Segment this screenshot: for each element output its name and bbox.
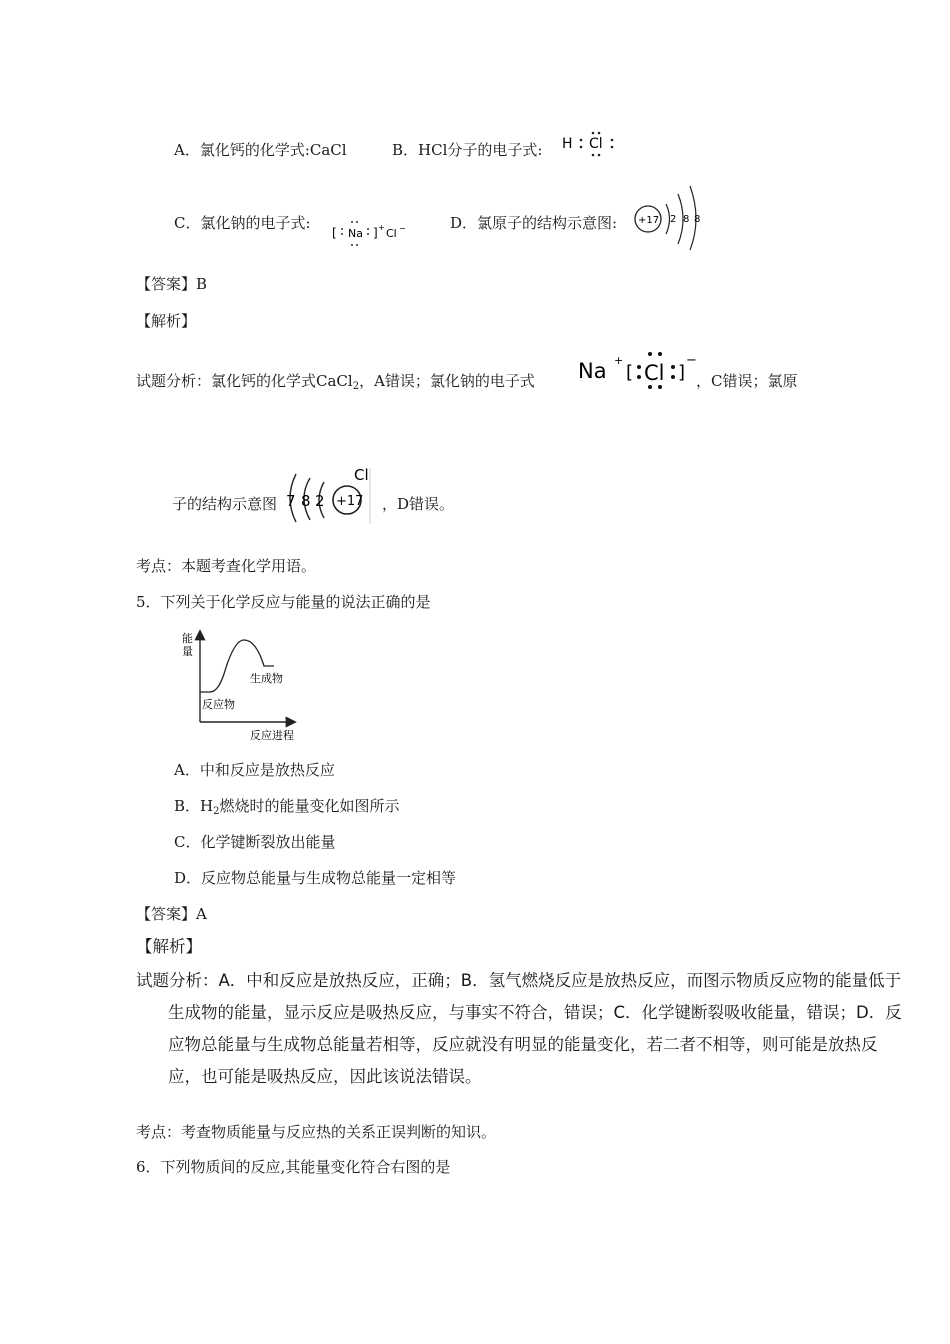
- q5-analysis-line: 应，也可能是吸热反应，因此该说法错误。: [168, 1067, 482, 1086]
- svg-text:]: ]: [373, 226, 378, 240]
- q5-option-a: A．中和反应是放热反应: [174, 761, 335, 779]
- reactant-label: 反应物: [202, 698, 235, 711]
- q5-option-d: D．反应物总能量与生成物总能量一定相等: [174, 869, 457, 887]
- q5-analysis-line: 应物总能量与生成物总能量若相等，反应就没有明显的能量变化，若二者不相等，则可能是放热反: [168, 1035, 878, 1054]
- q5-analysis-heading: 【解析】: [136, 937, 202, 956]
- na-symbol: Na: [348, 227, 363, 240]
- chlorine-atom-structure-image-wrong: [632, 182, 704, 252]
- nucleus-charge: +17: [336, 494, 364, 509]
- q4-analysis-line-1: 试题分析：氯化钙的化学式CaCl$_2$，A错误；氯化钠的电子式: [136, 372, 535, 392]
- q4-option-a: A．氯化钙的化学式:CaCl: [174, 141, 347, 159]
- cl-symbol: Cl: [589, 136, 603, 152]
- nacl-electron-formula-image: [576, 350, 697, 392]
- q5-analysis-line: 生成物的能量，显示反应是吸热反应，与事实不符合，错误；C．化学键断裂吸收能量，错误；D．反: [168, 1003, 902, 1022]
- q4-analysis-line-2-end: ，D错误。: [382, 495, 455, 513]
- cl-symbol: Cl: [386, 227, 397, 240]
- q4-option-d: D．氯原子的结构示意图:: [450, 214, 618, 232]
- svg-text:−: −: [686, 353, 697, 368]
- q4-analysis-heading: 【解析】: [136, 312, 197, 330]
- q6-stem: 6．下列物质间的反应,其能量变化符合右图的是: [136, 1158, 451, 1176]
- svg-text:[: [: [332, 226, 337, 240]
- svg-text:[: [: [626, 362, 634, 383]
- y-axis-label: 能量: [182, 632, 193, 658]
- shell-3-count: 8: [694, 214, 701, 225]
- cl-label: Cl: [354, 466, 369, 484]
- q4-answer: 【答案】B: [136, 275, 208, 293]
- q4-option-b: B．HCl分子的电子式:: [392, 141, 543, 159]
- svg-text:+: +: [614, 354, 624, 367]
- q5-answer: 【答案】A: [136, 905, 207, 923]
- chlorine-ion-structure-image: [284, 462, 376, 524]
- svg-text:]: ]: [678, 362, 686, 383]
- h-symbol: H: [562, 136, 573, 152]
- shell-outer-count: 7: [286, 492, 296, 510]
- q5-kaodian: 考点：考查物质能量与反应热的关系正误判断的知识。: [136, 1123, 497, 1141]
- q5-stem: 5．下列关于化学反应与能量的说法正确的是: [136, 593, 431, 611]
- nacl-electron-formula-image-wrong: [332, 216, 422, 248]
- shell-2-count: 8: [683, 214, 690, 225]
- q5-analysis-paragraph: [136, 965, 916, 1093]
- q4-analysis-line-1-end: ，C错误；氯原: [696, 372, 798, 390]
- q5-analysis-line: 试题分析：A．中和反应是放热反应，正确；B．氢气燃烧反应是放热反应，而图示物质反应物的能量低于: [136, 971, 902, 990]
- shell-1-count: 2: [670, 214, 677, 225]
- shell-middle-count: 8: [301, 492, 311, 510]
- x-axis-label: 反应进程: [250, 729, 294, 742]
- q5-option-b: B．$H_2$燃烧时的能量变化如图所示: [174, 797, 400, 817]
- q4-option-c: C．氯化钠的电子式:: [174, 214, 311, 232]
- nucleus-charge: +17: [638, 215, 660, 226]
- product-label: 生成物: [250, 672, 283, 685]
- svg-text:+: +: [378, 223, 385, 232]
- na-symbol: Na: [578, 359, 607, 383]
- energy-profile-chart: [178, 626, 302, 744]
- q4-analysis-line-2: 子的结构示意图: [172, 495, 278, 513]
- q4-kaodian: 考点：本题考查化学用语。: [136, 557, 317, 575]
- shell-inner-count: 2: [315, 492, 325, 510]
- q5-option-c: C．化学键断裂放出能量: [174, 833, 336, 851]
- svg-text:−: −: [399, 224, 406, 233]
- hcl-electron-formula-image: [560, 128, 622, 158]
- cl-symbol: Cl: [644, 361, 665, 385]
